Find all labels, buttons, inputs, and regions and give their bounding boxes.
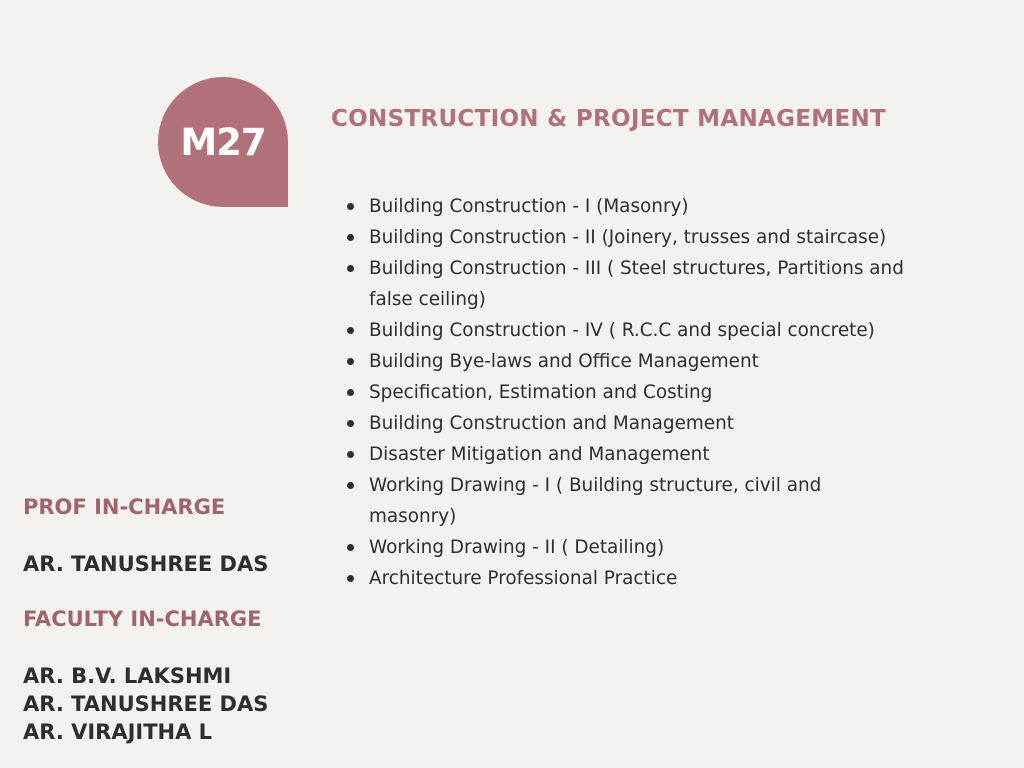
faculty-in-charge-name: AR. B.V. LAKSHMI	[23, 664, 232, 688]
faculty-in-charge-name: AR. TANUSHREE DAS	[23, 692, 269, 716]
prof-in-charge-name: AR. TANUSHREE DAS	[23, 552, 269, 576]
module-code: M27	[180, 120, 266, 164]
topic-item: Building Construction and Management	[346, 408, 906, 439]
topic-item: Working Drawing - I ( Building structure, civil and masonry)	[346, 470, 906, 532]
topic-item: Building Construction - I (Masonry)	[346, 191, 906, 222]
module-title: CONSTRUCTION & PROJECT MANAGEMENT	[331, 106, 887, 132]
topic-list	[346, 191, 906, 594]
topic-item: Building Construction - III ( Steel structures, Partitions and false ceiling)	[346, 253, 906, 315]
topic-item: Building Construction - II (Joinery, trusses and staircase)	[346, 222, 906, 253]
topic-item: Disaster Mitigation and Management	[346, 439, 906, 470]
topic-item: Architecture Professional Practice	[346, 563, 906, 594]
faculty-in-charge-name: AR. VIRAJITHA L	[23, 720, 213, 744]
prof-in-charge-heading: PROF IN-CHARGE	[23, 495, 226, 519]
topic-item: Building Construction - IV ( R.C.C and special concrete)	[346, 315, 906, 346]
topic-item: Building Bye-laws and Office Management	[346, 346, 906, 377]
faculty-in-charge-heading: FACULTY IN-CHARGE	[23, 607, 262, 631]
module-code-badge	[158, 77, 288, 207]
topic-item: Working Drawing - II ( Detailing)	[346, 532, 906, 563]
topic-item: Specification, Estimation and Costing	[346, 377, 906, 408]
